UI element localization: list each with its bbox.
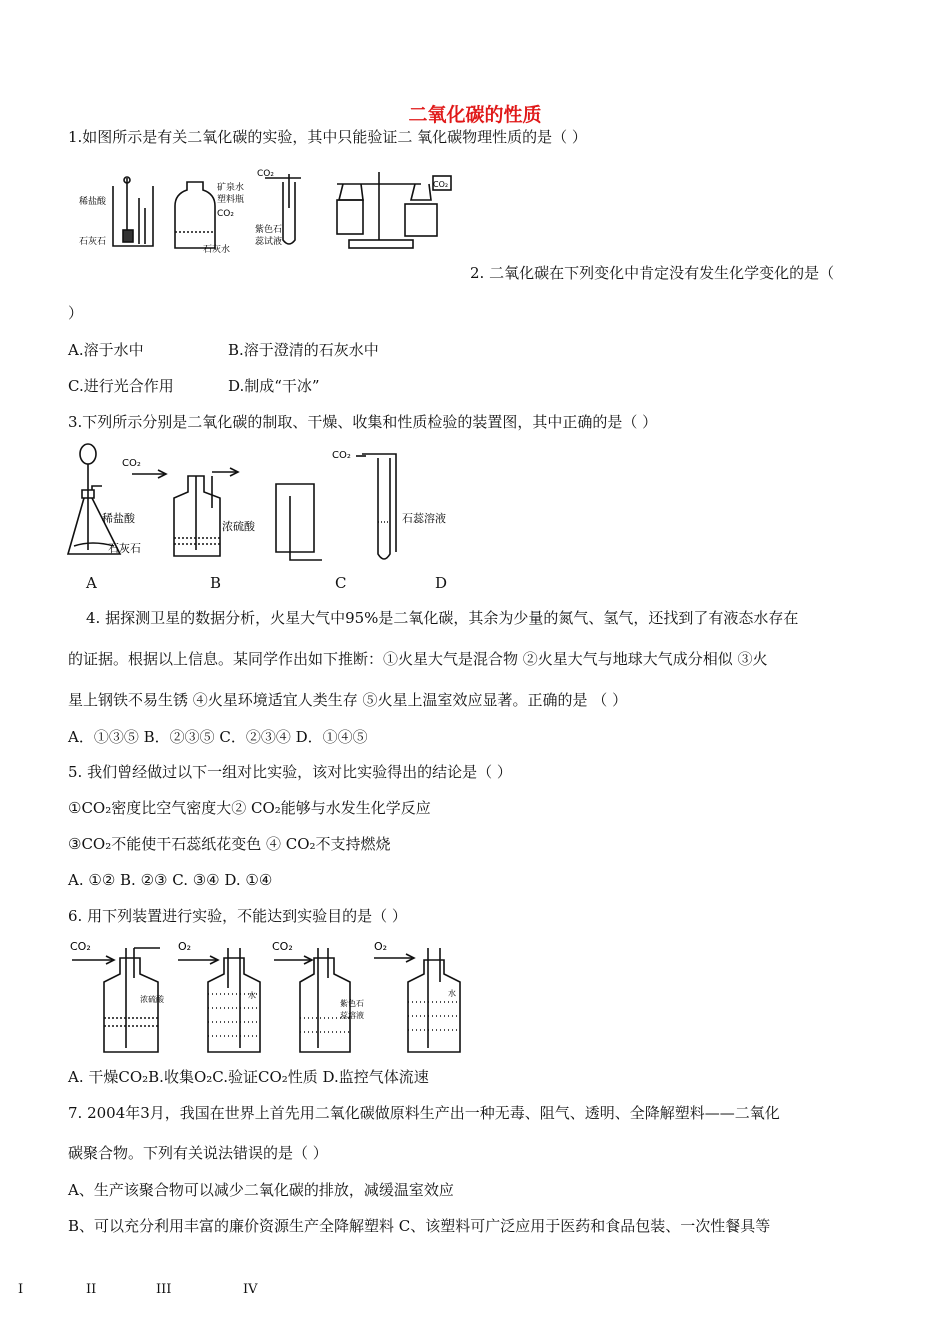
question-6: 6. 用下列装置进行实验，不能达到实验目的是（ ）: [68, 907, 407, 925]
question-4-line-3: 星上钢铁不易生锈 ④火星环境适宜人类生存 ⑤火星上温室效应显著。正确的是 （ ）: [68, 691, 628, 709]
question-4-line-2: 的证据。根据以上信息。某同学作出如下推断：①火星大气是混合物 ②火星大气与地球大气成分相似 ③火: [68, 650, 768, 668]
q6-label-acid: 浓硫酸: [140, 995, 164, 1004]
q4-options: A．①③⑤ B．②③⑤ C．②③④ D．①④⑤: [68, 728, 368, 746]
q3-label-co2-b: CO₂: [122, 458, 141, 469]
q3-label-co2-d: CO₂: [332, 450, 351, 461]
q3-label-conc-acid: 浓硫酸: [222, 520, 255, 533]
question-7-line-2: 碳聚合物。下列有关说法错误的是（ ）: [68, 1144, 328, 1162]
q3-label-hcl: 稀盐酸: [102, 512, 135, 525]
q7-option-a: A、生产该聚合物可以减少二氧化碳的排放，减缓温室效应: [68, 1181, 454, 1199]
q6-label-litmus-2: 蕊溶液: [340, 1011, 364, 1020]
q6-options: A. 干燥CO₂B.收集O₂C.验证CO₂性质 D.监控气体流速: [68, 1068, 429, 1086]
label-co2-top: CO₂: [257, 169, 274, 179]
label-litmus-2: 蕊试液: [255, 237, 283, 247]
question-2-cont: ）: [68, 304, 84, 322]
q7-option-bc: B、可以充分利用丰富的廉价资源生产全降解塑料 C、该塑料可广泛应用于医药和食品包装、一次性餐具等: [68, 1217, 771, 1235]
question-5: 5. 我们曾经做过以下一组对比实验，该对比实验得出的结论是（ ）: [68, 763, 512, 781]
question-1: 1.如图所示是有关二氧化碳的实验，其中只能验证二 氧化碳物理性质的是（ ）: [68, 128, 587, 146]
label-plastic-bottle: 塑料瓶: [217, 195, 245, 205]
q6-label-water-4: 水: [448, 989, 456, 998]
q3-letter-d: D: [435, 574, 448, 592]
footer-label-2: II: [86, 1282, 97, 1297]
question-2: 2. 二氧化碳在下列变化中肯定没有发生化学变化的是（: [470, 264, 835, 282]
q3-letter-b: B: [210, 574, 222, 592]
q6-label-o2-2: O₂: [178, 940, 192, 953]
q3-letter-a: A: [86, 574, 97, 592]
q6-figure: [68, 938, 488, 1058]
label-limestone: 石灰石: [79, 237, 107, 247]
q1-figure: [75, 168, 475, 258]
q6-label-litmus: 紫色石: [340, 999, 364, 1008]
q3-letter-c: C: [335, 574, 347, 592]
q3-label-litmus: 石蕊溶液: [402, 512, 446, 525]
q6-label-o2-4: O₂: [374, 940, 388, 953]
q2-option-b: B.溶于澄清的石灰水中: [228, 341, 379, 359]
footer-label-3: III: [156, 1282, 172, 1297]
question-7-line-1: 7. 2004年3月，我国在世界上首先用二氧化碳做原料生产出一种无毒、阻气、透明、全降解塑料——二氧化: [68, 1104, 780, 1122]
q5-line-2: ③CO₂不能使干石蕊纸花变色 ④ CO₂不支持燃烧: [68, 835, 391, 853]
q2-option-c: C.进行光合作用: [68, 377, 174, 395]
label-co2: CO₂: [217, 209, 234, 219]
label-mineral-water: 矿泉水: [217, 183, 245, 193]
q2-option-d: D.制成“干冰”: [228, 377, 320, 395]
question-3: 3.下列所示分别是二氧化碳的制取、干燥、收集和性质检验的装置图，其中正确的是（ ）: [68, 413, 658, 431]
q3-label-limestone: 石灰石: [108, 542, 141, 555]
label-hcl: 稀盐酸: [79, 197, 107, 207]
q6-label-water: 水: [248, 991, 256, 1000]
label-limewater: 石灰水: [203, 245, 231, 255]
footer-label-1: I: [18, 1282, 24, 1297]
q6-label-co2-1: CO₂: [70, 940, 91, 953]
q6-label-co2-3: CO₂: [272, 940, 293, 953]
q3-figure: [62, 442, 542, 567]
q2-option-a: A.溶于水中: [68, 341, 144, 359]
label-litmus: 紫色石: [255, 225, 283, 235]
question-4-line-1: 4. 据探测卫星的数据分析，火星大气中95%是二氧化碳，其余为少量的氮气、氢气，还找到了有液态水存在: [86, 609, 799, 627]
q5-line-1: ①CO₂密度比空气密度大② CO₂能够与水发生化学反应: [68, 799, 431, 817]
page-title: 二氧化碳的性质: [408, 104, 542, 126]
q5-options: A. ①② B. ②③ C. ③④ D. ①④: [68, 871, 273, 889]
label-co2-scale: CO₂: [433, 180, 449, 189]
footer-label-4: IV: [243, 1282, 258, 1297]
